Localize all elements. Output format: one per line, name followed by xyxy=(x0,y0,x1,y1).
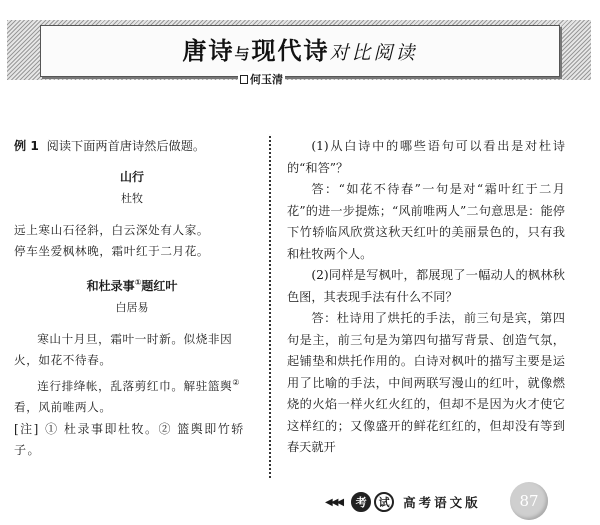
poem2-title-footnote: ① xyxy=(134,277,142,287)
title-part-modern-poetry: 现代诗 xyxy=(251,37,330,65)
poem2-title-main: 和杜录事 xyxy=(86,278,135,293)
title-part-compare-reading: 对比阅读 xyxy=(329,42,418,64)
exam-badge: 考 xyxy=(351,492,371,512)
poem2-author: 白居易 xyxy=(115,301,149,314)
title-part-and: 与 xyxy=(234,45,252,63)
poem1-line-1: 远上寒山石径斜，白云深处有人家。 xyxy=(14,222,210,237)
poem1-line-2: 停车坐爱枫林晚，霜叶红于二月花。 xyxy=(14,244,210,258)
right-column xyxy=(287,136,565,459)
poem2-line-2b: 看，风前唯两人。 xyxy=(14,400,112,414)
author-tag xyxy=(238,71,285,87)
page-title xyxy=(41,31,559,66)
answer-2: 答：杜诗用了烘托的手法，前三句是宾，第四句是主，前三句是为第四句描写背景、创造气氛，起铺垫和烘托作用的。白诗对枫叶的描写主要是运用了比喻的手法，中间两联写漫山的红叶，就像燃烧的火焰一样火红火红的，但却不是因为火才使它这样红的；又像盛开的鲜花红红的，但却没有等到春天就开 xyxy=(287,311,565,454)
example-prompt: 阅读下面两首唐诗然后做题。 xyxy=(46,139,206,153)
poem2-title xyxy=(14,272,250,298)
question-2: (2)同样是写枫叶，都展现了一幅动人的枫林秋色图，其表现手法有什么不同？ xyxy=(287,268,565,304)
poem1-author: 杜牧 xyxy=(121,192,143,205)
page-number: 87 xyxy=(510,482,548,520)
answer-1: 答：“如花不待春”一句是对“霜叶红于二月花”的进一步提炼；“风前唯两人”二句意思是：能停下竹轿临风欣赏这秋天红叶的美丽景色的，只有我和杜牧两个人。 xyxy=(287,182,565,261)
column-divider xyxy=(269,136,271,478)
question-1: (1)从白诗中的哪些语句可以看出是对杜诗的“和答”？ xyxy=(287,139,565,175)
triple-arrow-icon: ◀◀◀ xyxy=(325,496,343,508)
example-label: 例 1 xyxy=(14,139,39,153)
test-badge: 试 xyxy=(374,492,394,512)
left-column xyxy=(14,136,250,462)
poem2-line-2a: 连行排绛帐，乱落剪红巾。解驻篮舆 xyxy=(37,378,233,393)
poem2-line-2 xyxy=(14,372,250,419)
poem2-title-suffix: 题红叶 xyxy=(141,278,178,293)
header-banner xyxy=(7,20,591,80)
poem1-title: 山行 xyxy=(119,169,144,184)
example-intro xyxy=(14,136,250,158)
footer-brand xyxy=(325,491,481,513)
square-icon xyxy=(240,75,248,84)
poem2-line-1: 寒山十月旦，霜叶一时新。似烧非因火，如花不待春。 xyxy=(14,331,233,367)
poem2-line-footnote: ② xyxy=(232,377,241,387)
title-box xyxy=(40,25,560,77)
author-name: 何玉清 xyxy=(250,73,283,86)
title-part-tang-poetry: 唐诗 xyxy=(182,37,235,65)
magazine-name: 高考语文版 xyxy=(403,495,481,510)
footnote-text: [注] ① 杜录事即杜牧。② 篮舆即竹轿子。 xyxy=(14,421,245,457)
